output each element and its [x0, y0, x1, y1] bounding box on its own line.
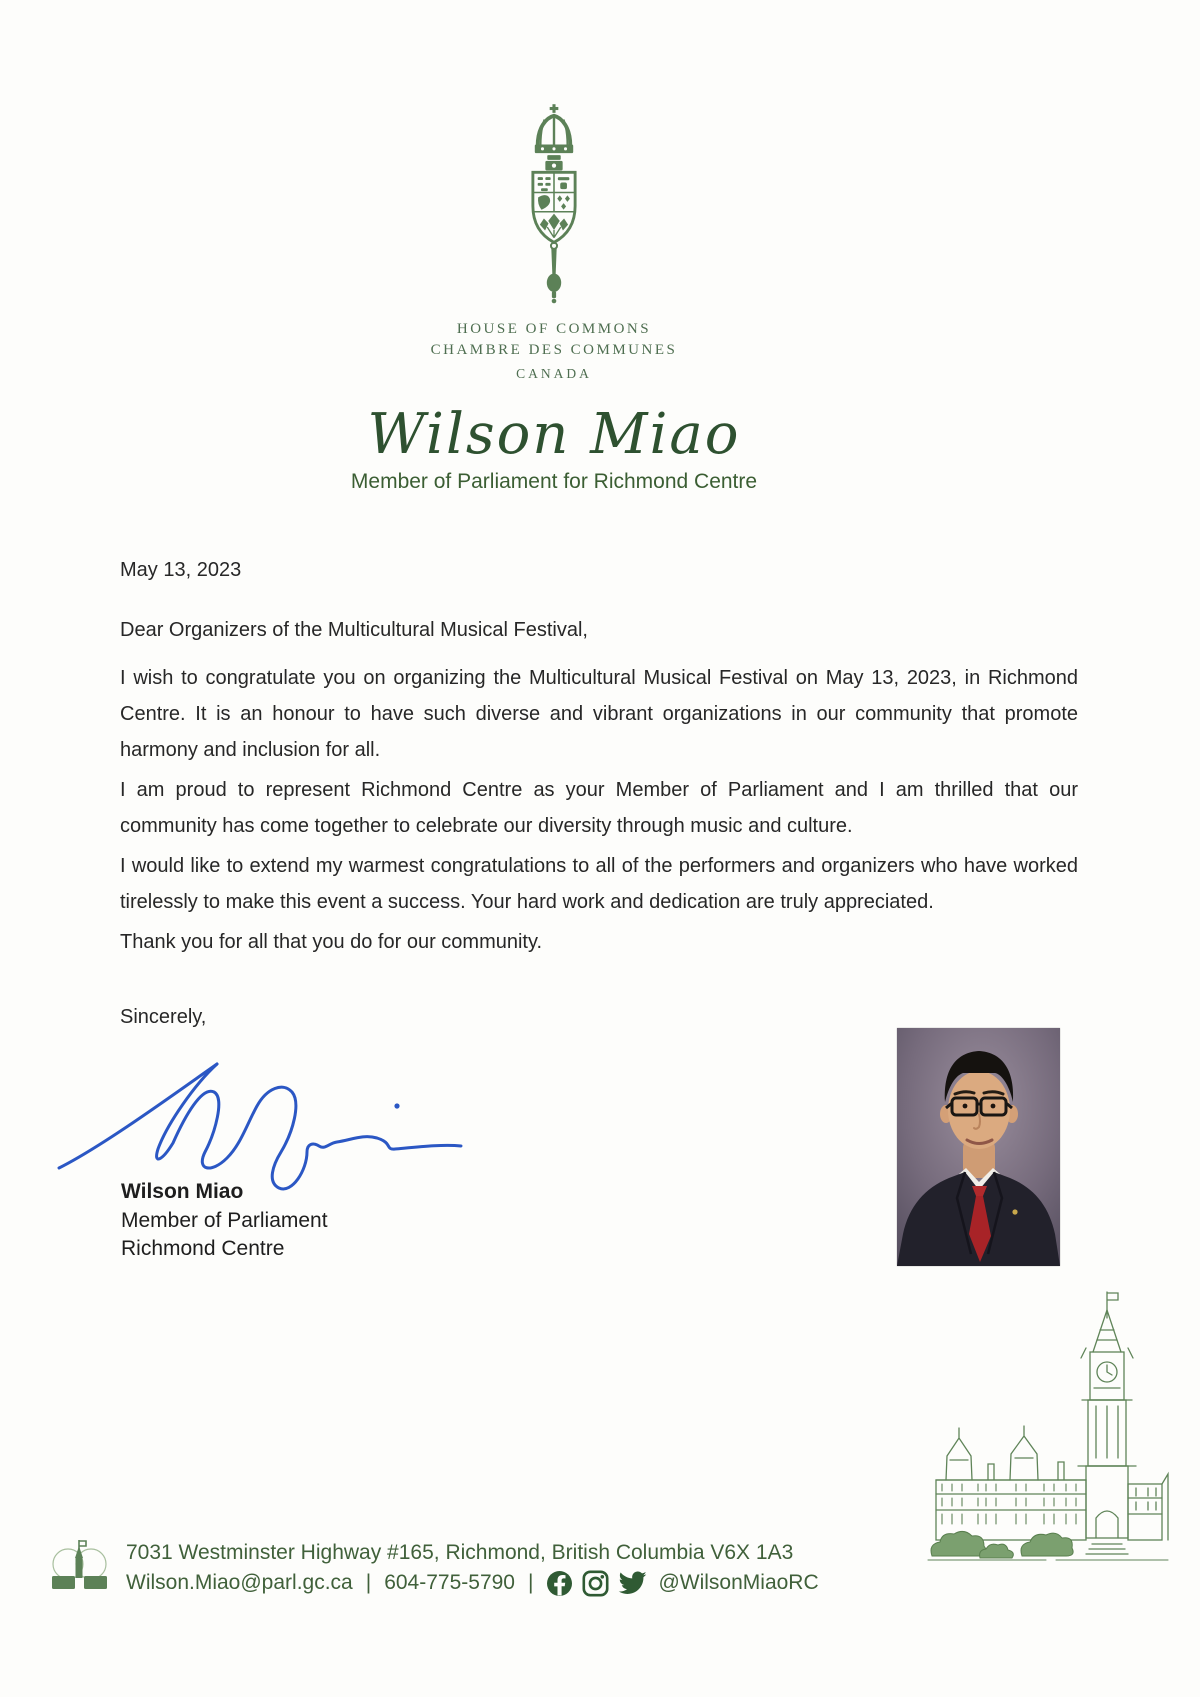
email-text: Wilson.Miao@parl.gc.ca	[126, 1571, 353, 1594]
letter-body	[120, 552, 1078, 1035]
footer-contact-line	[126, 1568, 819, 1598]
instagram-icon	[582, 1570, 609, 1597]
footer	[48, 1532, 819, 1598]
letter-date: May 13, 2023	[120, 559, 242, 581]
phone-text: 604-775-5790	[384, 1571, 515, 1594]
signer-title: Member of Parliament	[121, 1208, 328, 1232]
org-country: CANADA	[516, 366, 592, 381]
signature-block	[121, 1178, 328, 1264]
portrait-photo	[897, 1028, 1060, 1266]
closing: Sincerely,	[120, 1006, 207, 1028]
address-text: 7031 Westminster Highway #165, Richmond, British Columbia V6X 1A3	[126, 1541, 794, 1564]
parliament-building-drawing	[926, 1288, 1170, 1584]
paragraph-4: Thank you for all that you do for our community.	[120, 931, 543, 953]
org-name-fr: CHAMBRE DES COMMUNES	[430, 342, 678, 358]
peace-tower-icon	[48, 1532, 110, 1594]
letterhead	[0, 0, 1108, 494]
mp-title-line: Member of Parliament for Richmond Centre	[350, 470, 758, 493]
paragraph-3: I would like to extend my warmest congratulations to all of the performers and organizers who have worked tirelessly to make this event a success. Your hard work and dedication are truly appreciated.	[120, 855, 1078, 913]
paragraph-1: I wish to congratulate you on organizing the Multicultural Musical Festival on May 13, 2023, in Richmond Centre. It is an honour to have such diverse and vibrant organizations in our community that promote harmony and inclusion for all.	[120, 667, 1078, 761]
facebook-icon	[546, 1570, 573, 1597]
mp-name-script: Wilson Miao	[367, 402, 741, 467]
house-of-commons-emblem	[506, 104, 602, 306]
social-handle: @WilsonMiaoRC	[658, 1571, 819, 1594]
social-icons	[546, 1570, 647, 1597]
paragraph-2: I am proud to represent Richmond Centre as your Member of Parliament and I am thrilled that our community has come together to celebrate our diversity through music and culture.	[120, 779, 1078, 837]
separator: |	[365, 1571, 372, 1594]
org-name-en: HOUSE OF COMMONS	[456, 321, 652, 337]
signer-name: Wilson Miao	[121, 1180, 244, 1203]
footer-address-line	[126, 1538, 819, 1568]
separator: |	[527, 1571, 534, 1594]
signer-riding: Richmond Centre	[121, 1237, 285, 1260]
salutation: Dear Organizers of the Multicultural Musical Festival,	[120, 619, 588, 641]
twitter-icon	[618, 1571, 647, 1596]
